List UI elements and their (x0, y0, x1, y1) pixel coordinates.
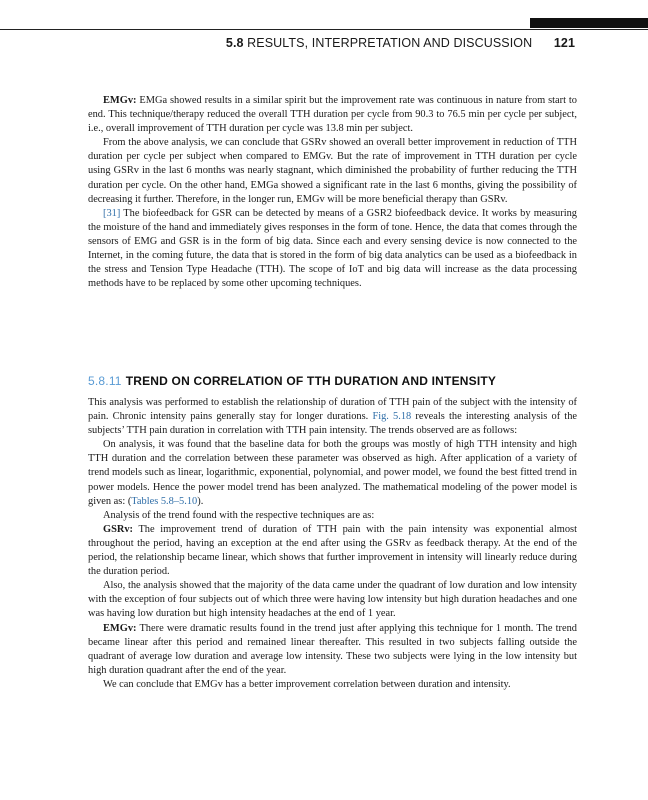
paragraph-emgv-results (88, 94, 577, 136)
section-number: 5.8.11 (88, 374, 122, 388)
paragraph-text: There were dramatic results found in the trend just after applying this technique for 1 month. The trend became linear after this period and remained linear thereafter. This resulted in two subjects falling outside the quadrant of average low duration and average low intensity. These two subjects were lying in the low intensity but high duration quadrant after the end of the year. (88, 622, 577, 676)
paragraph-conclusion-gsrv: From the above analysis, we can conclude that GSRv showed an overall better improvement in reduction of TTH duration per cycle per subject when compared to EMGv. But the rate of improvement in TTH duration per cycle using GSRv in the last 6 months was nearly stagnant, which diminished the probability of further reducing the TTH duration per cycle. On the other hand, EMGa showed a significant rate in the last 6 months, giving the possibility of decreasing it further. Therefore, in the longer run, EMGv will be more beneficial therapy than GSRv. (88, 137, 577, 205)
body-text-block-1 (88, 94, 577, 291)
paragraph-quadrant-analysis: Also, the analysis showed that the majority of the data came under the quadrant of low duration and low intensity with the exception of four subjects out of which three were having low intensity but high duration headaches and one was having low duration but high intensity headaches at the end of 1 year. (88, 580, 577, 620)
paragraph-trend-techniques: Analysis of the trend found with the respective techniques are as: (103, 509, 375, 521)
paragraph-gsrv-trend (88, 523, 577, 579)
paragraph-text: On analysis, it was found that the baseline data for both the groups was mostly of high TTH intensity and high TTH duration and the correlation between these parameter was observed as high. After application of a variety of trend models such as linear, logarithmic, exponential, polynomial, and power model, we found the best fitted trend in power models. Hence the power model trend has been analyzed. The mathematical modeling of the power model is given as: ( (88, 439, 577, 507)
running-head-section-title: RESULTS, INTERPRETATION AND DISCUSSION (247, 36, 533, 50)
paragraph-text: EMGa showed results in a similar spirit but the improvement rate was continuous in nature from start to end. This technique/therapy reduced the overall TTH duration per cycle from 90.3 to 76.5 min per cycle per subject, i.e., overall improvement of TTH duration per cycle was 13.8 min per subject. (88, 95, 577, 135)
paragraph-text: ). (197, 495, 204, 507)
paragraph-lead-emgv: EMGv: (103, 622, 137, 634)
paragraph-text: This analysis was performed to establish the relationship of duration of TTH pain of the subject with the intensity of pain. Chronic intensity pains generally stay for longer durations. (88, 397, 577, 423)
paragraph-baseline-analysis (88, 438, 577, 508)
citation-link[interactable]: [31] (103, 207, 121, 219)
paragraph-emgv-trend (88, 622, 577, 678)
section-title: TREND ON CORRELATION OF TTH DURATION AND INTENSITY (125, 374, 497, 388)
page-number: 121 (553, 36, 575, 50)
paragraph-lead-gsrv: GSRv: (103, 523, 134, 535)
running-head (0, 36, 575, 50)
paragraph-text: The improvement trend of duration of TTH pain with the pain intensity was exponential almost throughout the period, having an exception at the end after using the GSRv as feedback therapy. At the end of the period, the relationship became linear, which shows that further improvement in intensity will linearly reduce during the duration period. (88, 523, 577, 578)
table-link[interactable]: Tables 5.8–5.10 (131, 495, 198, 507)
header-rule (0, 29, 648, 30)
paragraph-lead-emgv: EMGv: (103, 95, 137, 106)
paragraph-gsr-biofeedback (88, 207, 577, 292)
section-heading (88, 374, 577, 388)
paragraph-text: reveals the interesting analysis of the subjects’ TTH pain duration in correlation with TTH pain intensity. The trends observed are as follows: (88, 411, 578, 437)
paragraph-final-conclusion: We can conclude that EMGv has a better improvement correlation between duration and intensity. (103, 678, 511, 690)
paragraph-trend-intro (88, 396, 577, 438)
header-accent-bar (530, 18, 648, 28)
body-text-block-2 (88, 396, 577, 692)
running-head-section-number: 5.8 (225, 36, 244, 50)
figure-link[interactable]: Fig. 5.18 (372, 411, 412, 423)
paragraph-text: The biofeedback for GSR can be detected by means of a GSR2 biofeedback device. It works by measuring the moisture of the hand and immediately gives responses in the form of tone. Hence, the data that comes through the sensors of EMG and GSR is in the form of big data. Since each and every sensing device is now connected to the Internet, in the coming future, the data that is stored in the form of big data analytics can be used as a biofeedback in the stress and Tension Type Headache (TTH). The scope of IoT and big data will increase as the data processing methods have to be replaced by some other upcoming techniques. (88, 207, 577, 290)
